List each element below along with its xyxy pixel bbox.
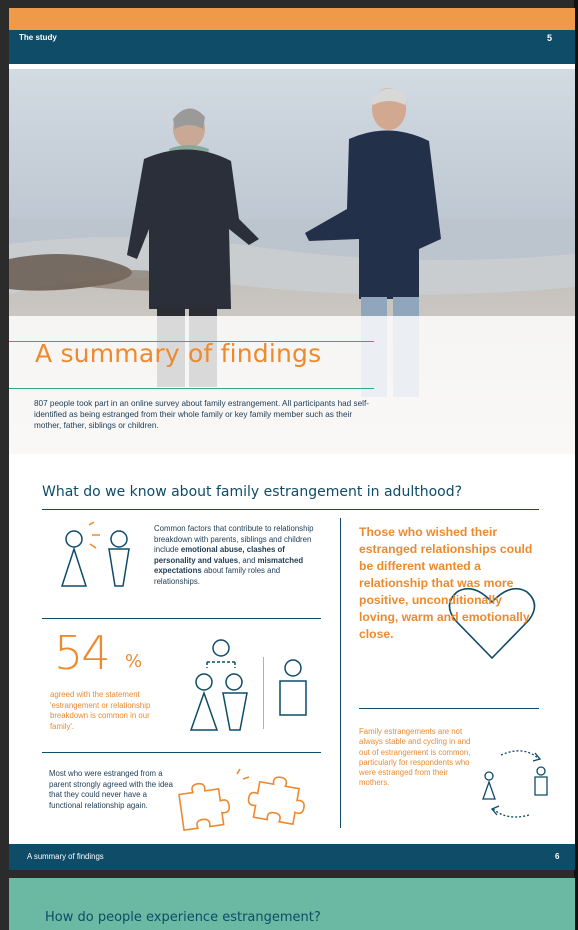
summary-divider-bottom	[9, 388, 374, 389]
divider-2	[42, 752, 321, 753]
page-6	[9, 454, 575, 844]
question-underline	[42, 509, 539, 510]
cycle-text: Family estrangements are not always stable and cycling in and out of estrangement is common, particularly for respondents who were estranged from their mothers.	[359, 727, 471, 788]
header-section-title: The study	[19, 33, 57, 42]
divider-1	[42, 618, 321, 619]
next-page-title: How do people experience estrangement?	[45, 910, 321, 925]
puzzle-pieces-icon	[177, 769, 322, 831]
stat-description: agreed with the statement 'estrangement or relationship breakdown is common in our family'.	[50, 690, 151, 731]
page-5	[9, 8, 575, 454]
summary-panel	[9, 316, 575, 454]
footer-section-title: A summary of findings	[27, 852, 104, 861]
findings-question: What do we know about family estrangement in adulthood?	[42, 484, 463, 500]
family-group-icon	[187, 638, 257, 736]
single-person-icon	[277, 659, 309, 719]
cycle-arrows-icon	[479, 749, 554, 819]
footer-page-number: 6	[555, 852, 560, 861]
dashed-separator	[263, 657, 264, 729]
factors-text: Common factors that contribute to relationship breakdown with parents, siblings and children include emotional abuse, clashes of personality and values, and mismatched expectations about family roles and relationships.	[154, 524, 314, 586]
divider-3	[359, 708, 539, 709]
summary-intro: 807 people took part in an online survey about family estrangement. All participants had self-identified as being estranged from their whole family or key family member such as their mother, father, siblings or children.	[34, 399, 369, 430]
summary-title: A summary of findings	[35, 339, 322, 368]
header-page-number: 5	[547, 33, 553, 43]
pull-quote: Those who wished their estranged relationships could be different wanted a relationship that was more positive, unconditionally loving, warm and emotionally close.	[359, 525, 533, 641]
column-divider	[340, 518, 341, 828]
parent-estrangement-text: Most who were estranged from a parent strongly agreed with the idea that they could never have a functional relationship again.	[49, 769, 173, 810]
stat-number: 54	[54, 626, 109, 680]
stat-percent-sign: %	[125, 651, 143, 672]
page-header	[9, 30, 575, 64]
two-people-icon	[56, 522, 136, 592]
accent-band	[9, 8, 575, 30]
